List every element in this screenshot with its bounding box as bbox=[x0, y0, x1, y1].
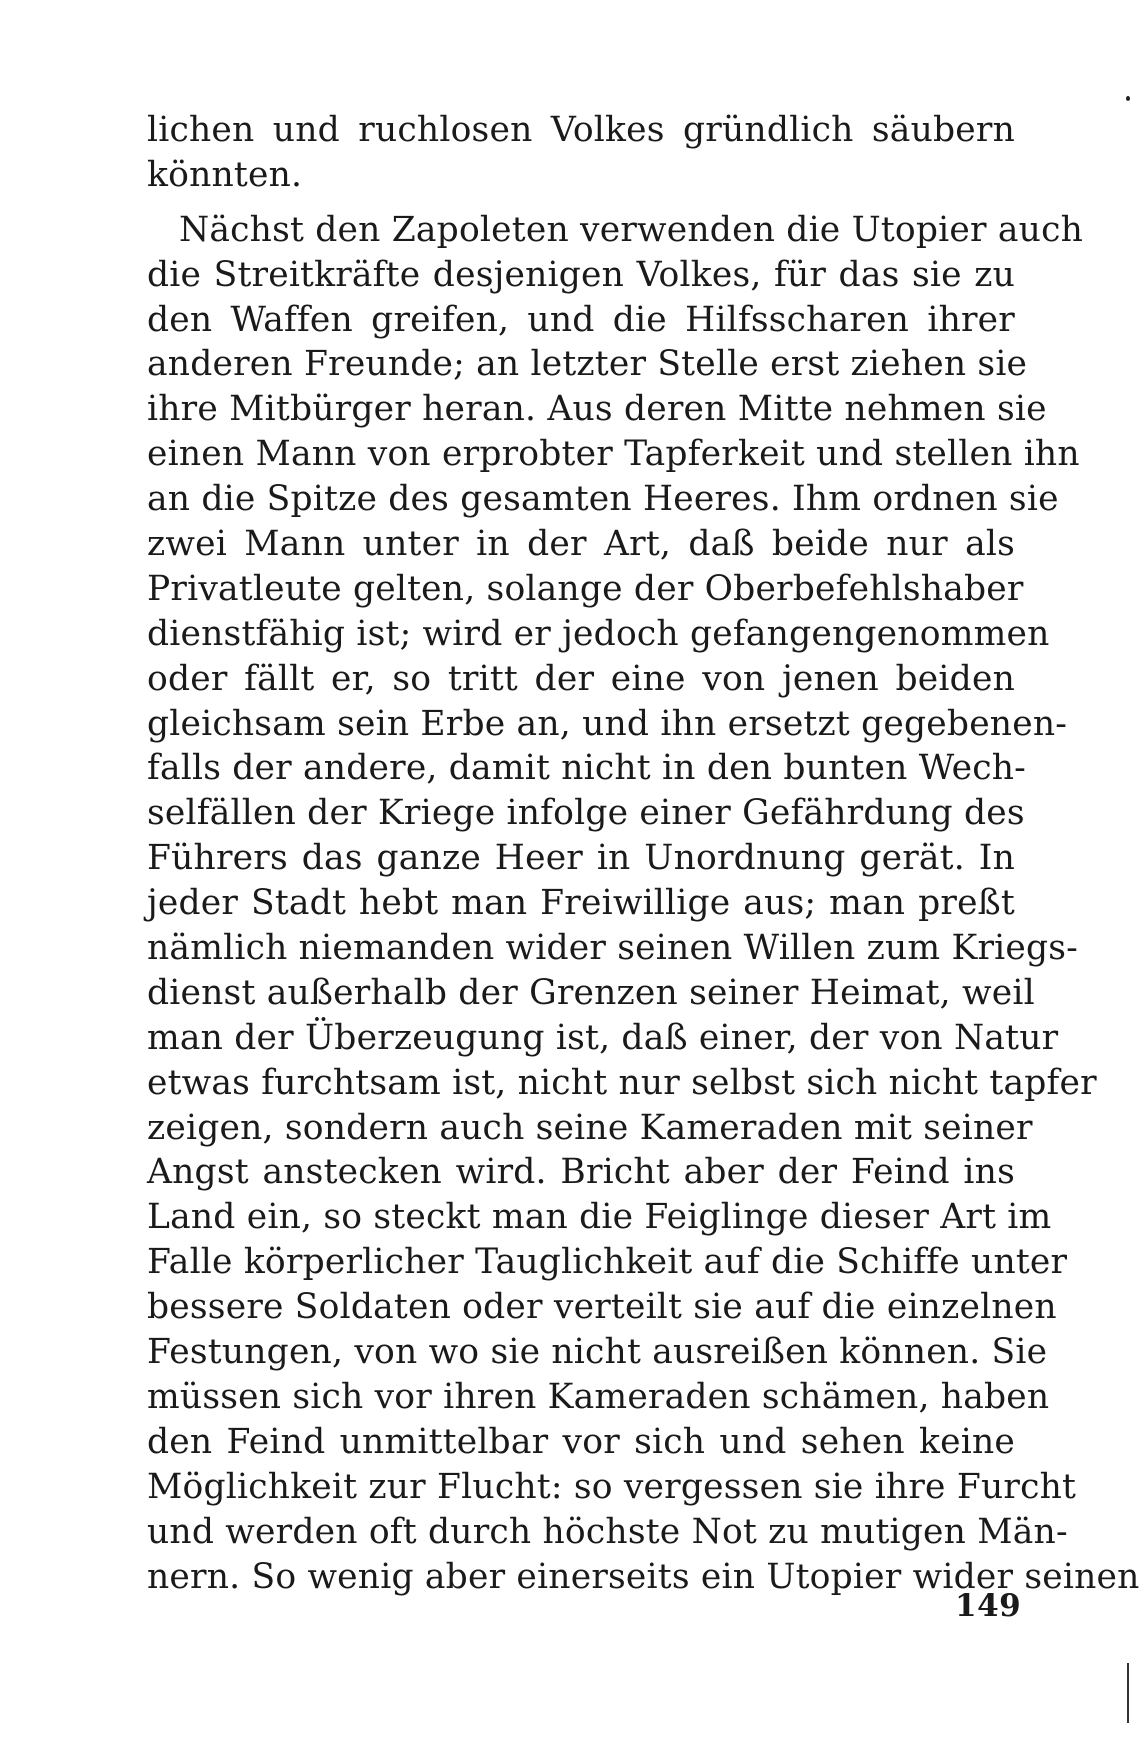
text-line: müssen sich vor ihren Kameraden schämen, haben bbox=[147, 1376, 1050, 1417]
page-number: 149 bbox=[955, 1588, 1022, 1624]
text-line: Land ein, so steckt man die Feiglinge dieser Art im bbox=[147, 1197, 1052, 1238]
text-line: Führers das ganze Heer in Unordnung gerät. In bbox=[147, 838, 1015, 879]
text-line: könnten. bbox=[147, 154, 303, 195]
text-line: die Streitkräfte desjenigen Volkes, für das sie zu bbox=[147, 254, 1015, 295]
print-speck bbox=[1126, 96, 1130, 101]
text-line: einen Mann von erprobter Tapferkeit und stellen ihn bbox=[147, 434, 1080, 475]
text-line: Festungen, von wo sie nicht ausreißen können. Sie bbox=[147, 1332, 1048, 1373]
text-line: oder fällt er, so tritt der eine von jenen beiden bbox=[147, 658, 1015, 699]
paragraph bbox=[147, 208, 1140, 1600]
page-edge-mark bbox=[1127, 1663, 1129, 1723]
text-line: Nächst den Zapoleten verwenden die Utopier auch bbox=[179, 209, 1084, 250]
text-line: lichen und ruchlosen Volkes gründlich säubern bbox=[147, 110, 1015, 150]
text-line: selfällen der Kriege infolge einer Gefährdung des bbox=[147, 793, 1025, 834]
text-line: etwas furchtsam ist, nicht nur selbst sich nicht tapfer bbox=[147, 1062, 1097, 1103]
text-line: falls der andere, damit nicht in den bunten Wech- bbox=[147, 748, 1026, 789]
text-line: zwei Mann unter in der Art, daß beide nur als bbox=[147, 524, 1015, 565]
text-line: dienst außerhalb der Grenzen seiner Heimat, weil bbox=[147, 972, 1035, 1013]
text-line: Angst anstecken wird. Bricht aber der Feind ins bbox=[147, 1152, 1015, 1193]
text-line: jeder Stadt hebt man Freiwillige aus; man preßt bbox=[147, 883, 1015, 924]
text-line: zeigen, sondern auch seine Kameraden mit seiner bbox=[147, 1107, 1033, 1148]
text-line: den Feind unmittelbar vor sich und sehen keine bbox=[147, 1421, 1015, 1462]
text-line: an die Spitze des gesamten Heeres. Ihm ordnen sie bbox=[147, 479, 1059, 520]
text-line: Falle körperlicher Tauglichkeit auf die Schiffe unter bbox=[147, 1242, 1068, 1283]
text-line: nern. So wenig aber einerseits ein Utopier wider seinen bbox=[147, 1556, 1140, 1597]
text-line: dienstfähig ist; wird er jedoch gefangengenommen bbox=[147, 613, 1050, 654]
body-text bbox=[147, 108, 1140, 1599]
paragraph bbox=[147, 108, 1015, 198]
text-line: ihre Mitbürger heran. Aus deren Mitte nehmen sie bbox=[147, 389, 1047, 430]
text-line: Privatleute gelten, solange der Oberbefehlshaber bbox=[147, 568, 1024, 609]
text-line: bessere Soldaten oder verteilt sie auf die einzelnen bbox=[147, 1287, 1057, 1328]
text-line: den Waffen greifen, und die Hilfsscharen ihrer bbox=[147, 299, 1015, 340]
text-line: gleichsam sein Erbe an, und ihn ersetzt gegebenen- bbox=[147, 703, 1068, 744]
text-line: man der Überzeugung ist, daß einer, der von Natur bbox=[147, 1017, 1059, 1058]
text-line: nämlich niemanden wider seinen Willen zum Kriegs- bbox=[147, 928, 1079, 969]
text-line: anderen Freunde; an letzter Stelle erst ziehen sie bbox=[147, 344, 1028, 385]
text-line: und werden oft durch höchste Not zu mutigen Män- bbox=[147, 1511, 1068, 1552]
text-line: Möglichkeit zur Flucht: so vergessen sie ihre Furcht bbox=[147, 1466, 1077, 1507]
